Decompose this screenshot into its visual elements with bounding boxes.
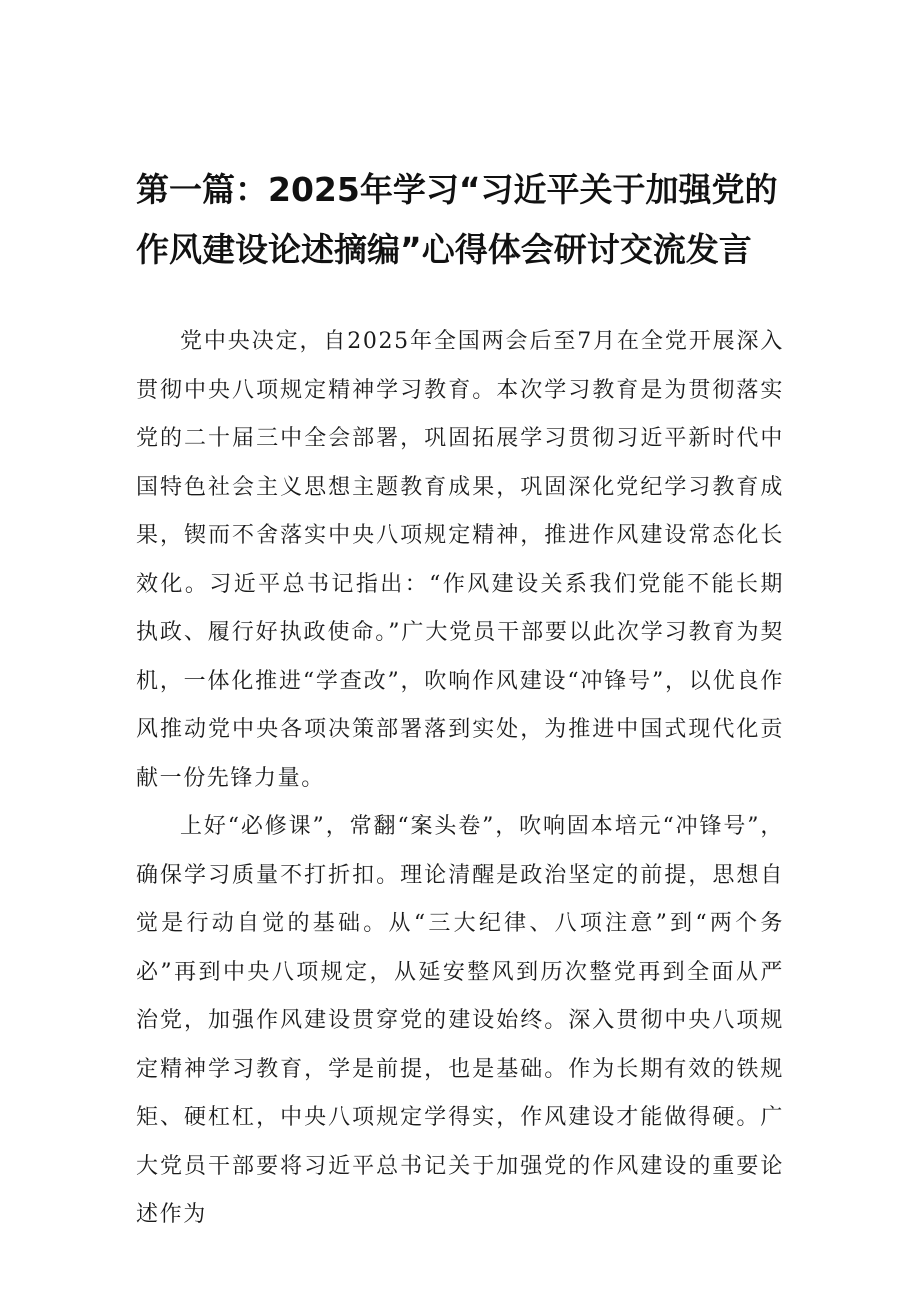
- paragraph-2: 上好“必修课”，常翻“案头卷”，吹响固本培元“冲锋号”，确保学习质量不打折扣。理论清醒是政治坚定的前提，思想自觉是行动自觉的基础。从“三大纪律、八项注意”到“两个务必”再到中央八项规定，从延安整风到历次整党再到全面从严治党，加强作风建设贯穿党的建设始终。深入贯彻中央八项规定精神学习教育，学是前提，也是基础。作为长期有效的铁规矩、硬杠杠，中央八项规定学得实，作风建设才能做得硬。广大党员干部要将习近平总书记关于加强党的作风建设的重要论述作为: [136, 814, 784, 1227]
- document-body: [136, 318, 784, 1240]
- document-title: 第一篇：2025年学习“习近平关于加强党的作风建设论述摘编”心得体会研讨交流发言: [136, 170, 778, 269]
- paragraph-1: 党中央决定，自2025年全国两会后至7月在全党开展深入贯彻中央八项规定精神学习教育。本次学习教育是为贯彻落实党的二十届三中全会部署，巩固拓展学习贯彻习近平新时代中国特色社会主义思想主题教育成果，巩固深化党纪学习教育成果，锲而不舍落实中央八项规定精神，推进作风建设常态化长效化。习近平总书记指出：“作风建设关系我们党能不能长期执政、履行好执政使命。”广大党员干部要以此次学习教育为契机，一体化推进“学查改”，吹响作风建设“冲锋号”，以优良作风推动党中央各项决策部署落到实处，为推进中国式现代化贡献一份先锋力量。: [136, 329, 784, 791]
